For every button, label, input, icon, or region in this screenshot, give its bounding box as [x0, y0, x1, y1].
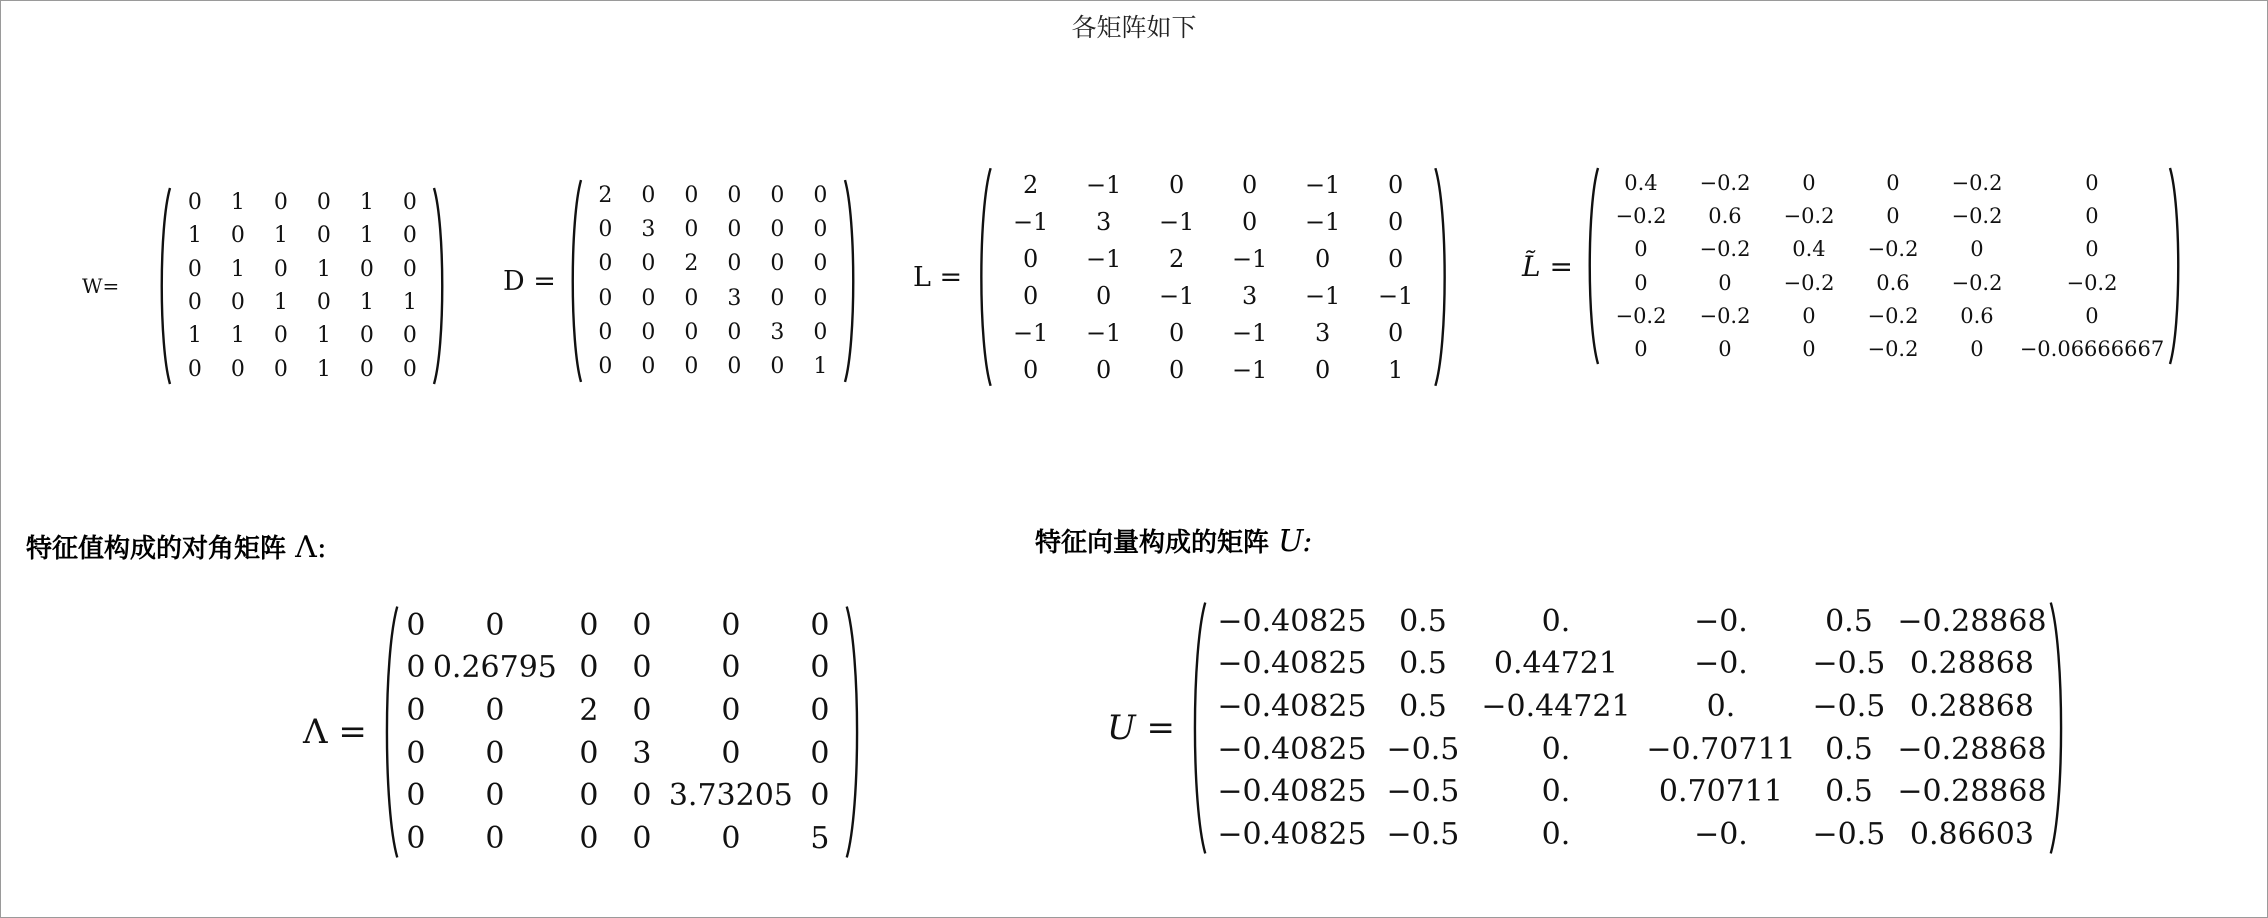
- matrix-cell: −0.2: [1783, 270, 1835, 295]
- right-parenthesis: [2047, 600, 2067, 856]
- matrix-cell: 0: [2085, 303, 2099, 328]
- matrix-row: [584, 281, 842, 315]
- matrix-cell: −0.28868: [1897, 603, 2047, 639]
- matrix-cell: −0.5: [1812, 817, 1886, 853]
- matrix-cell: 0: [1096, 281, 1112, 310]
- matrix-cell: 0: [641, 354, 656, 380]
- left-parenthesis: [1585, 166, 1601, 366]
- matrix-cell: 0: [684, 285, 699, 311]
- matrix-cell: 0: [359, 356, 374, 382]
- matrix-row: [1601, 199, 2167, 232]
- matrix-cell: 2: [579, 693, 599, 729]
- matrix-cell: −0.40825: [1217, 603, 1367, 639]
- matrix-cell: 1: [813, 354, 828, 380]
- matrix-cell: 0: [770, 285, 785, 311]
- matrix-cell: 0: [1970, 337, 1984, 362]
- matrix-row: [173, 186, 431, 219]
- matrix-cell: 1: [230, 190, 245, 216]
- matrix-cell: 0: [813, 182, 828, 208]
- matrix-cell: 0: [1886, 170, 1900, 195]
- matrix-cell: 0: [406, 778, 426, 814]
- matrix-cell: 1: [316, 323, 331, 349]
- matrix-row: [401, 689, 843, 732]
- matrix-cell: 3: [641, 216, 656, 242]
- matrix-cell: 0: [1023, 281, 1039, 310]
- matrix-cell: 0: [641, 285, 656, 311]
- matrix-cell: 0.: [1706, 689, 1736, 725]
- matrix-cell: 3: [1096, 207, 1112, 236]
- matrix-cell: −0.40825: [1217, 774, 1367, 810]
- heading-eigenvalue-text: 特征值构成的对角矩阵: [26, 534, 287, 564]
- matrix-l-label: L =: [913, 261, 963, 293]
- matrix-row: [401, 732, 843, 775]
- matrix-cell: 0: [273, 323, 288, 349]
- matrix-cell: −0.28868: [1897, 774, 2047, 810]
- matrix-cell: −0.2: [1615, 303, 1667, 328]
- matrix-row: [1209, 685, 2047, 728]
- matrix-cell: 0.5: [1825, 731, 1873, 767]
- matrix-row: [1601, 266, 2167, 299]
- matrix-cell: 0: [1388, 318, 1404, 347]
- matrix-cell: 0: [402, 323, 417, 349]
- matrix-cell: 0: [641, 251, 656, 277]
- matrix-cell: −0.2: [1951, 170, 2003, 195]
- left-parenthesis: [1189, 600, 1209, 856]
- matrix-cell: 0: [684, 319, 699, 345]
- right-parenthesis: [842, 178, 858, 384]
- matrix-cell: −0.40825: [1217, 689, 1367, 725]
- matrix-row: [1209, 813, 2047, 856]
- matrix-row: [401, 817, 843, 860]
- matrix-cell: 0.: [1541, 817, 1571, 853]
- matrix-cell: −1: [1304, 281, 1341, 310]
- matrix-cell: −0.2: [1867, 237, 1919, 262]
- matrix-cell: 0: [2085, 237, 2099, 262]
- matrix-cell: 0: [770, 182, 785, 208]
- matrix-cell: 0: [641, 319, 656, 345]
- matrix-cell: 0.5: [1825, 603, 1873, 639]
- matrix-cell: 0: [1634, 337, 1648, 362]
- matrix-cell: 5: [810, 821, 830, 857]
- matrix-cell: 0: [402, 256, 417, 282]
- matrix-cell: 0: [273, 256, 288, 282]
- matrix-cell: 0: [485, 821, 505, 857]
- left-parenthesis: [381, 604, 401, 860]
- matrix-cell: −1: [1085, 244, 1122, 273]
- matrix-cell: 0.86603: [1909, 817, 2034, 853]
- matrix-cell: 0: [2085, 203, 2099, 228]
- right-parenthesis: [843, 604, 863, 860]
- matrix-cell: −1: [1304, 207, 1341, 236]
- matrix-cell: 0: [406, 821, 426, 857]
- matrix-l-block: [913, 166, 1450, 388]
- matrix-cell: 0: [1096, 355, 1112, 384]
- matrix-cell: 0: [632, 778, 652, 814]
- matrix-row: [1601, 333, 2167, 366]
- matrix-cell: 3: [1242, 281, 1258, 310]
- heading-eigenvalue-symbol: Λ:: [295, 530, 327, 565]
- matrix-cell: 0: [230, 356, 245, 382]
- matrix-cell: 0: [810, 778, 830, 814]
- matrix-cell: −0.5: [1386, 774, 1460, 810]
- matrix-cell: −0.5: [1386, 817, 1460, 853]
- matrix-cell: 1: [359, 190, 374, 216]
- matrix-cell: 0: [1169, 170, 1185, 199]
- matrix-row: [173, 319, 431, 352]
- matrix-cell: −0.2: [1951, 270, 2003, 295]
- matrix-cell: 0: [810, 607, 830, 643]
- matrix-cell: 0: [1388, 207, 1404, 236]
- matrix-cell: 0: [598, 216, 613, 242]
- matrix-cell: −0.40825: [1217, 817, 1367, 853]
- matrix-cell: 0: [1169, 318, 1185, 347]
- matrix-table: [584, 178, 842, 384]
- matrix-cell: 0: [187, 256, 202, 282]
- matrix-cell: 1: [230, 256, 245, 282]
- matrix-cell: 0: [359, 323, 374, 349]
- matrix-row: [584, 350, 842, 384]
- matrix-cell: −0.40825: [1217, 731, 1367, 767]
- matrix-table: [1601, 166, 2167, 366]
- right-parenthesis: [2167, 166, 2183, 366]
- matrix-table: [401, 604, 843, 860]
- matrix-d: [568, 178, 858, 384]
- matrix-cell: 0.6: [1708, 203, 1742, 228]
- matrix-cell: 2: [598, 182, 613, 208]
- matrix-cell: 0: [406, 607, 426, 643]
- matrix-cell: 0.5: [1399, 646, 1447, 682]
- matrix-cell: −1: [1231, 318, 1268, 347]
- matrix-cell: 0: [632, 821, 652, 857]
- matrix-cell: 0: [1970, 237, 1984, 262]
- matrix-cell: −1: [1158, 207, 1195, 236]
- matrix-cell: 0: [813, 251, 828, 277]
- matrix-cell: 0: [810, 693, 830, 729]
- matrix-l-tilde-label: L̃ =: [1522, 249, 1573, 283]
- matrix-cell: 0: [1802, 337, 1816, 362]
- matrix-row: [1209, 600, 2047, 643]
- matrix-row: [994, 203, 1432, 240]
- matrix-cell: 0: [485, 693, 505, 729]
- matrix-cell: −0.2: [2066, 270, 2118, 295]
- matrix-cell: 1: [230, 323, 245, 349]
- matrix-cell: 0.5: [1399, 603, 1447, 639]
- matrix-cell: 0: [727, 182, 742, 208]
- matrix-cell: 0.44721: [1493, 646, 1618, 682]
- matrix-cell: 0: [598, 251, 613, 277]
- matrix-l-tilde-block: [1522, 166, 2183, 366]
- matrix-cell: 0: [727, 251, 742, 277]
- matrix-table: [1209, 600, 2047, 856]
- matrix-cell: 0: [598, 319, 613, 345]
- matrix-cell: −1: [1304, 170, 1341, 199]
- matrix-cell: 0.6: [1876, 270, 1910, 295]
- matrix-cell: 0: [1388, 170, 1404, 199]
- matrix-cell: 0: [1802, 303, 1816, 328]
- matrix-w-label: W=: [82, 274, 120, 298]
- heading-eigenvector-symbol: U:: [1278, 524, 1313, 559]
- matrix-cell: 0: [598, 285, 613, 311]
- matrix-row: [1601, 233, 2167, 266]
- matrix-cell: −1: [1012, 207, 1049, 236]
- matrix-cell: 0: [406, 693, 426, 729]
- matrix-cell: 0.4: [1792, 237, 1826, 262]
- heading-eigenvector-matrix: [1035, 522, 1312, 559]
- matrix-cell: 0.28868: [1909, 646, 2034, 682]
- matrix-cell: 0.: [1541, 774, 1571, 810]
- matrix-cell: 0: [1634, 270, 1648, 295]
- matrix-cell: 0: [721, 693, 741, 729]
- matrix-cell: −0.70711: [1646, 731, 1796, 767]
- matrix-row: [584, 178, 842, 212]
- matrix-cell: 3.73205: [668, 778, 793, 814]
- matrix-cell: 0: [1886, 203, 1900, 228]
- matrix-cell: 0: [406, 735, 426, 771]
- matrix-cell: 0: [1023, 244, 1039, 273]
- matrix-cell: 1: [316, 256, 331, 282]
- matrix-cell: 0: [721, 650, 741, 686]
- matrix-cell: 0.: [1541, 731, 1571, 767]
- matrix-cell: 0: [813, 319, 828, 345]
- matrix-lambda-block: [303, 604, 863, 860]
- matrix-lambda: [381, 604, 863, 860]
- matrix-w-block: [82, 186, 447, 386]
- matrix-row: [401, 604, 843, 647]
- matrix-cell: 0: [721, 735, 741, 771]
- left-parenthesis: [157, 186, 173, 386]
- matrix-cell: 0: [485, 778, 505, 814]
- matrix-cell: 0: [684, 354, 699, 380]
- matrix-lambda-label: Λ =: [303, 712, 367, 752]
- matrix-cell: 0: [1023, 355, 1039, 384]
- matrix-cell: 0: [402, 190, 417, 216]
- matrix-row: [994, 277, 1432, 314]
- matrix-cell: 0: [406, 650, 426, 686]
- matrix-row: [584, 212, 842, 246]
- matrix-cell: 0: [810, 735, 830, 771]
- matrix-table: [173, 186, 431, 386]
- matrix-cell: 0: [770, 216, 785, 242]
- matrix-cell: −0.2: [1615, 203, 1667, 228]
- matrix-cell: −0.5: [1386, 731, 1460, 767]
- matrix-row: [173, 286, 431, 319]
- matrix-cell: 0.6: [1960, 303, 1994, 328]
- matrix-row: [994, 314, 1432, 351]
- matrix-cell: 0: [273, 190, 288, 216]
- matrix-cell: 0.: [1541, 603, 1571, 639]
- matrix-cell: −0.40825: [1217, 646, 1367, 682]
- matrix-cell: −0.2: [1783, 203, 1835, 228]
- matrix-cell: −0.2: [1951, 203, 2003, 228]
- matrix-cell: 0.70711: [1658, 774, 1783, 810]
- matrix-cell: 0: [727, 319, 742, 345]
- matrix-cell: 0: [485, 735, 505, 771]
- matrix-row: [1601, 166, 2167, 199]
- matrix-row: [173, 253, 431, 286]
- matrix-row: [173, 353, 431, 386]
- matrix-cell: 0: [273, 356, 288, 382]
- matrix-d-label: D =: [503, 265, 556, 297]
- matrix-cell: 0: [721, 821, 741, 857]
- matrix-cell: 3: [770, 319, 785, 345]
- matrix-cell: 0.5: [1825, 774, 1873, 810]
- matrix-cell: 0: [1718, 270, 1732, 295]
- matrix-row: [401, 647, 843, 690]
- matrix-cell: 0: [2085, 170, 2099, 195]
- matrix-cell: −0.2: [1699, 170, 1751, 195]
- matrix-cell: −0.2: [1867, 337, 1919, 362]
- heading-eigenvalue-matrix: [26, 528, 327, 565]
- matrix-cell: 0: [684, 182, 699, 208]
- matrix-cell: 1: [359, 290, 374, 316]
- matrix-cell: −0.5: [1812, 646, 1886, 682]
- matrix-cell: 3: [632, 735, 652, 771]
- matrix-cell: 0: [727, 354, 742, 380]
- matrix-cell: 0: [1242, 207, 1258, 236]
- matrix-cell: −1: [1012, 318, 1049, 347]
- matrix-cell: 0: [1802, 170, 1816, 195]
- matrix-row: [994, 240, 1432, 277]
- matrix-row: [1601, 299, 2167, 332]
- matrix-cell: −1: [1231, 244, 1268, 273]
- page-title: 各矩阵如下: [1071, 13, 1197, 42]
- matrix-row: [584, 315, 842, 349]
- matrix-cell: −1: [1158, 281, 1195, 310]
- matrix-cell: 0.26795: [432, 650, 557, 686]
- matrix-cell: 0: [230, 290, 245, 316]
- matrix-l-tilde: [1585, 166, 2183, 366]
- matrix-cell: 0: [598, 354, 613, 380]
- matrix-cell: 0: [1634, 237, 1648, 262]
- matrix-cell: 0: [1315, 355, 1331, 384]
- matrix-cell: 0: [230, 223, 245, 249]
- matrix-cell: −0.5: [1812, 689, 1886, 725]
- matrix-cell: 0: [1388, 244, 1404, 273]
- matrix-cell: −0.2: [1699, 237, 1751, 262]
- matrix-cell: 0: [316, 223, 331, 249]
- matrix-cell: 1: [273, 290, 288, 316]
- matrix-l: [976, 166, 1450, 388]
- matrix-u-label: U =: [1107, 708, 1175, 748]
- matrix-cell: 3: [1315, 318, 1331, 347]
- matrix-cell: 0: [579, 607, 599, 643]
- matrix-cell: 1: [1388, 355, 1404, 384]
- heading-eigenvector-text: 特征向量构成的矩阵: [1035, 528, 1270, 558]
- matrix-cell: −1: [1085, 318, 1122, 347]
- matrix-cell: 0: [727, 216, 742, 242]
- matrix-cell: 0: [813, 216, 828, 242]
- matrix-cell: 0: [316, 290, 331, 316]
- matrix-cell: 1: [402, 290, 417, 316]
- matrix-cell: 0: [1242, 170, 1258, 199]
- matrix-cell: 0.5: [1399, 689, 1447, 725]
- matrix-row: [173, 219, 431, 252]
- matrix-row: [994, 166, 1432, 203]
- matrix-cell: 0: [810, 650, 830, 686]
- matrix-cell: 0: [684, 216, 699, 242]
- matrix-cell: −1: [1231, 355, 1268, 384]
- matrix-cell: −1: [1085, 170, 1122, 199]
- matrix-row: [994, 351, 1432, 388]
- matrix-cell: 0: [1718, 337, 1732, 362]
- matrix-cell: 0: [316, 190, 331, 216]
- matrix-cell: 0: [632, 607, 652, 643]
- matrix-cell: 0: [1169, 355, 1185, 384]
- matrix-cell: −0.2: [1699, 303, 1751, 328]
- matrix-cell: 0: [632, 693, 652, 729]
- matrix-table: [994, 166, 1432, 388]
- matrix-cell: 1: [187, 323, 202, 349]
- matrix-cell: −1: [1377, 281, 1414, 310]
- matrix-cell: −0.06666667: [2019, 337, 2165, 362]
- matrix-cell: 0: [641, 182, 656, 208]
- matrix-cell: −0.: [1694, 817, 1748, 853]
- matrix-cell: 1: [187, 223, 202, 249]
- matrix-cell: 1: [316, 356, 331, 382]
- matrix-cell: −0.: [1694, 646, 1748, 682]
- right-parenthesis: [431, 186, 447, 386]
- matrix-cell: 1: [273, 223, 288, 249]
- matrix-cell: 3: [727, 285, 742, 311]
- matrix-cell: 0: [770, 251, 785, 277]
- matrix-cell: 0.28868: [1909, 689, 2034, 725]
- matrix-row: [401, 775, 843, 818]
- matrix-row: [584, 247, 842, 281]
- matrix-cell: 0: [402, 223, 417, 249]
- matrix-w: [157, 186, 447, 386]
- matrix-cell: 0: [770, 354, 785, 380]
- matrix-u: [1189, 600, 2067, 856]
- matrix-cell: 0: [187, 290, 202, 316]
- left-parenthesis: [976, 166, 994, 388]
- matrix-cell: 0: [187, 190, 202, 216]
- matrix-row: [1209, 728, 2047, 771]
- matrix-cell: −0.2: [1867, 303, 1919, 328]
- matrix-cell: 0: [813, 285, 828, 311]
- matrix-cell: 0: [632, 650, 652, 686]
- matrix-cell: 0: [579, 735, 599, 771]
- matrix-u-block: [1107, 600, 2067, 856]
- matrix-row: [1209, 643, 2047, 686]
- matrix-cell: 1: [359, 223, 374, 249]
- matrix-cell: 0: [1315, 244, 1331, 273]
- matrix-row: [1209, 771, 2047, 814]
- matrix-cell: 0: [721, 607, 741, 643]
- matrix-cell: 2: [684, 251, 699, 277]
- matrix-cell: 0: [579, 650, 599, 686]
- matrix-cell: 0.4: [1624, 170, 1658, 195]
- matrix-cell: 0: [579, 821, 599, 857]
- matrix-cell: 2: [1169, 244, 1185, 273]
- left-parenthesis: [568, 178, 584, 384]
- matrix-cell: 0: [485, 607, 505, 643]
- matrix-cell: 0: [579, 778, 599, 814]
- right-parenthesis: [1432, 166, 1450, 388]
- matrix-cell: 0: [359, 256, 374, 282]
- matrix-cell: −0.: [1694, 603, 1748, 639]
- matrix-d-block: [503, 178, 858, 384]
- matrix-cell: −0.44721: [1481, 689, 1631, 725]
- matrix-cell: 0: [402, 356, 417, 382]
- matrix-cell: −0.28868: [1897, 731, 2047, 767]
- matrix-cell: 0: [187, 356, 202, 382]
- matrix-cell: 2: [1023, 170, 1039, 199]
